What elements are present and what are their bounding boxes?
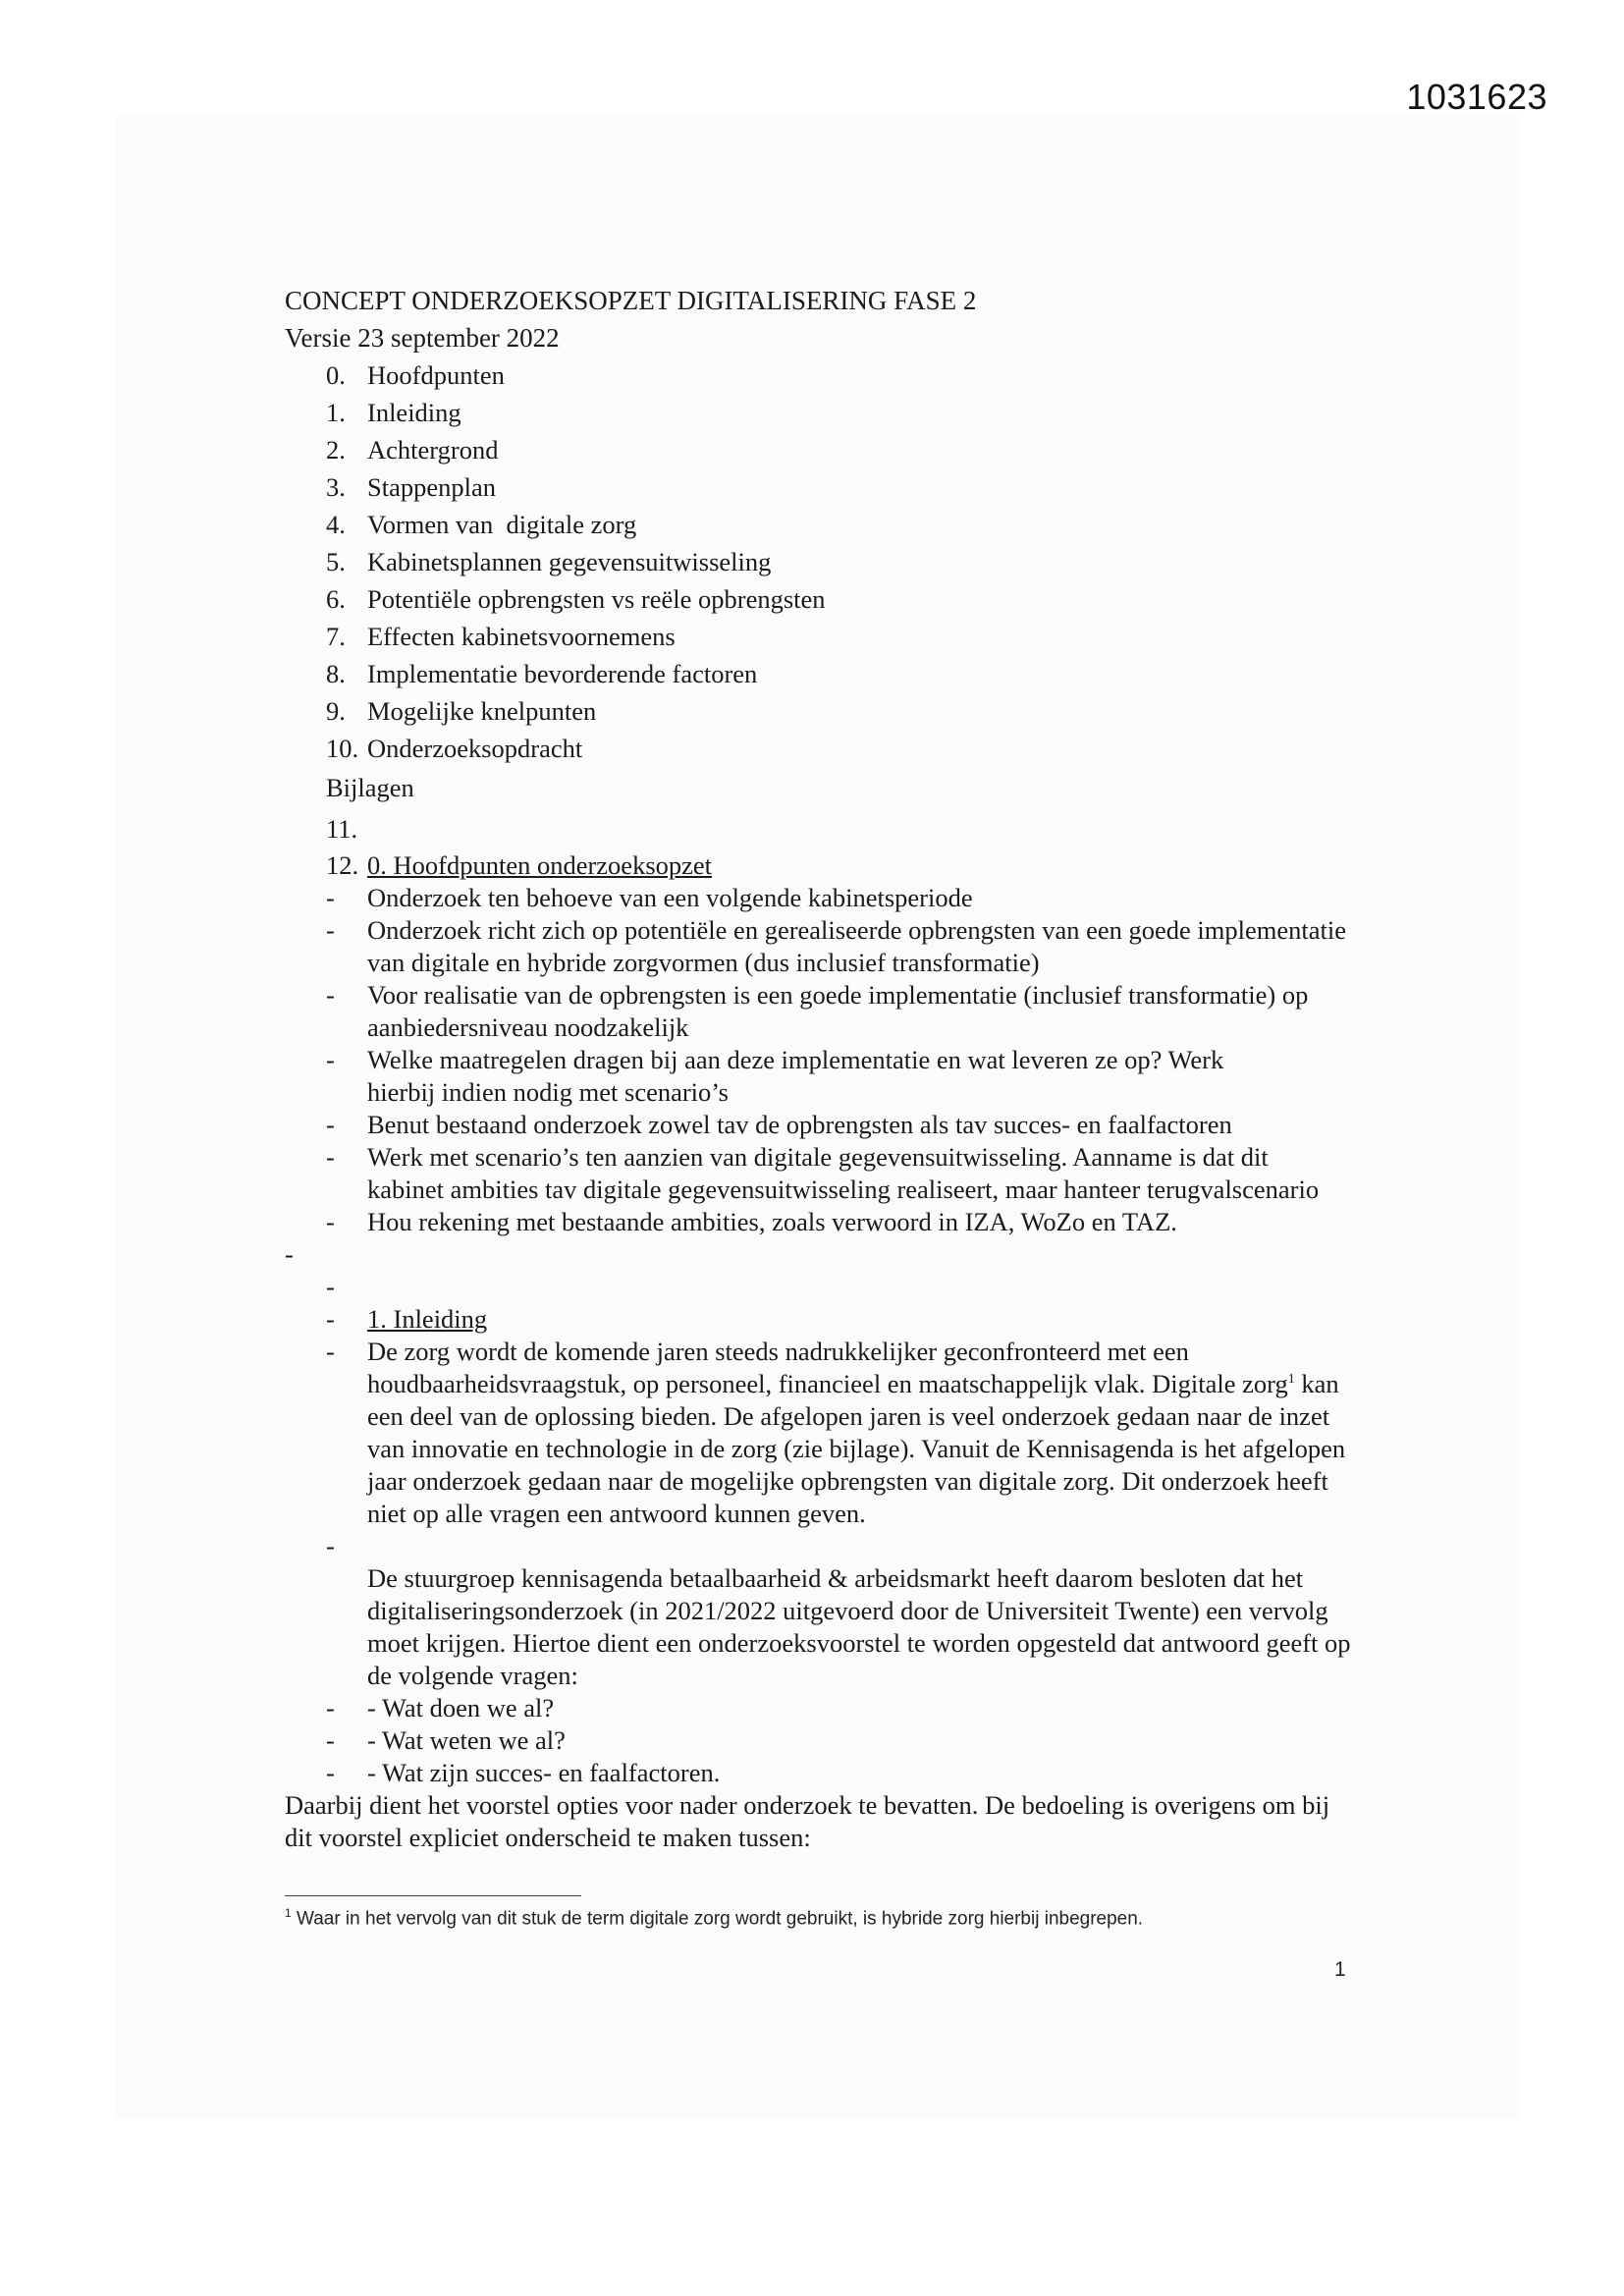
document-title: CONCEPT ONDERZOEKSOPZET DIGITALISERING FASE 2 bbox=[285, 286, 977, 315]
toc-item: 5. Kabinetsplannen gegevensuitwisseling bbox=[326, 547, 772, 576]
list-item: - De zorg wordt de komende jaren steeds nadrukkelijker geconfronteerd met een houdbaarheidsvraagstuk, op personeel, financieel en maatschappelijk vlak. Digitale zorg$^1$ kan een deel van de oplossing bieden. De afgelopen jaren is veel onderzoek gedaan naar de inzet van innovatie en technologie in de zorg (zie bijlage). Vanuit de Kennisagenda is het afgelopen jaar onderzoek gedaan naar de mogelijke opbrengsten van digitale zorg. Dit onderzoek heeft niet op alle vragen een antwoord kunnen geven. bbox=[285, 1336, 1365, 1530]
closing-paragraph: Daarbij dient het voorstel opties voor nader onderzoek te bevatten. De bedoeling is overigens om bij dit voorstel expliciet onderscheid te maken tussen: bbox=[285, 1790, 1330, 1852]
inleiding-paragraph-2: De stuurgroep kennisagenda betaalbaarheid & arbeidsmarkt heeft daarom besloten dat het digitaliseringsonderzoek (in 2021/2022 uitgevoerd door de Universiteit Twente) een vervolg moet krijgen. Hiertoe dient een onderzoeksvoorstel te worden opgesteld dat antwoord geeft op de volgende vragen: bbox=[367, 1563, 1351, 1690]
toc-bijlagen: Bijlagen bbox=[326, 773, 414, 802]
list-item: - Werk met scenario’s ten aanzien van digitale gegevensuitwisseling. Aanname is dat dit kabinet ambities tav digitale gegevensuitwisseling realiseert, maar hanteer terugvalscenario bbox=[326, 1142, 1320, 1204]
list-item: - Onderzoek ten behoeve van een volgende kabinetsperiode bbox=[326, 883, 973, 912]
toc-item: 9. Mogelijke knelpunten bbox=[326, 696, 597, 726]
toc-item: 8. Implementatie bevorderende factoren bbox=[326, 659, 758, 688]
document-body bbox=[285, 282, 1365, 1854]
footnote-marker: 1 bbox=[1287, 1372, 1295, 1388]
list-item: - 1. Inleiding bbox=[326, 1304, 488, 1334]
list-item-empty: - bbox=[326, 1531, 335, 1560]
list-item-paragraph bbox=[285, 1562, 1365, 1692]
list-item-empty: - bbox=[326, 1272, 335, 1301]
toc-item: 6. Potentiële opbrengsten vs reële opbrengsten bbox=[326, 584, 826, 614]
section-heading-inleiding: 1. Inleiding bbox=[367, 1304, 488, 1334]
toc-item: 1. Inleiding bbox=[326, 398, 461, 427]
list-item: - Hou rekening met bestaande ambities, zoals verwoord in IZA, WoZo en TAZ. bbox=[326, 1207, 1177, 1236]
toc-item-11: 11. bbox=[326, 814, 358, 844]
document-id: 1031623 bbox=[1406, 77, 1547, 117]
section-heading-hoofdpunten: 0. Hoofdpunten onderzoeksopzet bbox=[367, 850, 713, 880]
list-item: - Voor realisatie van de opbrengsten is een goede implementatie (inclusief transformatie) op aanbiedersniveau noodzakelijk bbox=[326, 980, 1309, 1042]
toc-item: 0. Hoofdpunten bbox=[326, 360, 505, 390]
toc-item: 7. Effecten kabinetsvoornemens bbox=[326, 622, 676, 651]
list-item: - - Wat zijn succes- en faalfactoren. bbox=[326, 1758, 721, 1787]
list-item: - - Wat weten we al? bbox=[326, 1725, 566, 1755]
hoofdpunten-list bbox=[285, 882, 1365, 1789]
toc-item: 3. Stappenplan bbox=[326, 472, 496, 502]
footnote: $^1$ Waar in het vervolg van dit stuk de term digitale zorg wordt gebruikt, is hybride zorg hierbij inbegrepen. bbox=[285, 1906, 1144, 1930]
document-version: Versie 23 september 2022 bbox=[285, 323, 560, 353]
list-item: - Onderzoek richt zich op potentiële en gerealiseerde opbrengsten van een goede implementatie van digitale en hybride zorgvormen (dus inclusief transformatie) bbox=[326, 915, 1346, 977]
list-item: - Welke maatregelen dragen bij aan deze implementatie en wat leveren ze op? Werk hierbij indien nodig met scenario’s bbox=[326, 1045, 1224, 1107]
inleiding-paragraph-1: De zorg wordt de komende jaren steeds nadrukkelijker geconfronteerd met een houdbaarheidsvraagstuk, op personeel, financieel en maatschappelijk vlak. Digitale zorg$^1$ kan een deel van de oplossing bieden. De afgelopen jaren is veel onderzoek gedaan naar de inzet van innovatie en technologie in de zorg (zie bijlage). Vanuit de Kennisagenda is het afgelopen jaar onderzoek gedaan naar de mogelijke opbrengsten van digitale zorg. Dit onderzoek heeft niet op alle vragen een antwoord kunnen geven. bbox=[367, 1337, 1346, 1528]
table-of-contents bbox=[285, 356, 1365, 882]
list-item-empty: - bbox=[285, 1239, 294, 1269]
toc-item: 10. Onderzoeksopdracht bbox=[326, 734, 583, 763]
toc-item-12: 12. 0. Hoofdpunten onderzoeksopzet bbox=[326, 850, 713, 880]
toc-item: 4. Vormen van digitale zorg bbox=[326, 510, 637, 539]
page-number: 1 bbox=[1334, 1958, 1346, 1981]
list-item: - - Wat doen we al? bbox=[326, 1693, 555, 1722]
list-item: - Benut bestaand onderzoek zowel tav de opbrengsten als tav succes- en faalfactoren bbox=[326, 1110, 1232, 1139]
toc-item: 2. Achtergrond bbox=[326, 435, 499, 465]
footnote-separator bbox=[285, 1895, 581, 1896]
